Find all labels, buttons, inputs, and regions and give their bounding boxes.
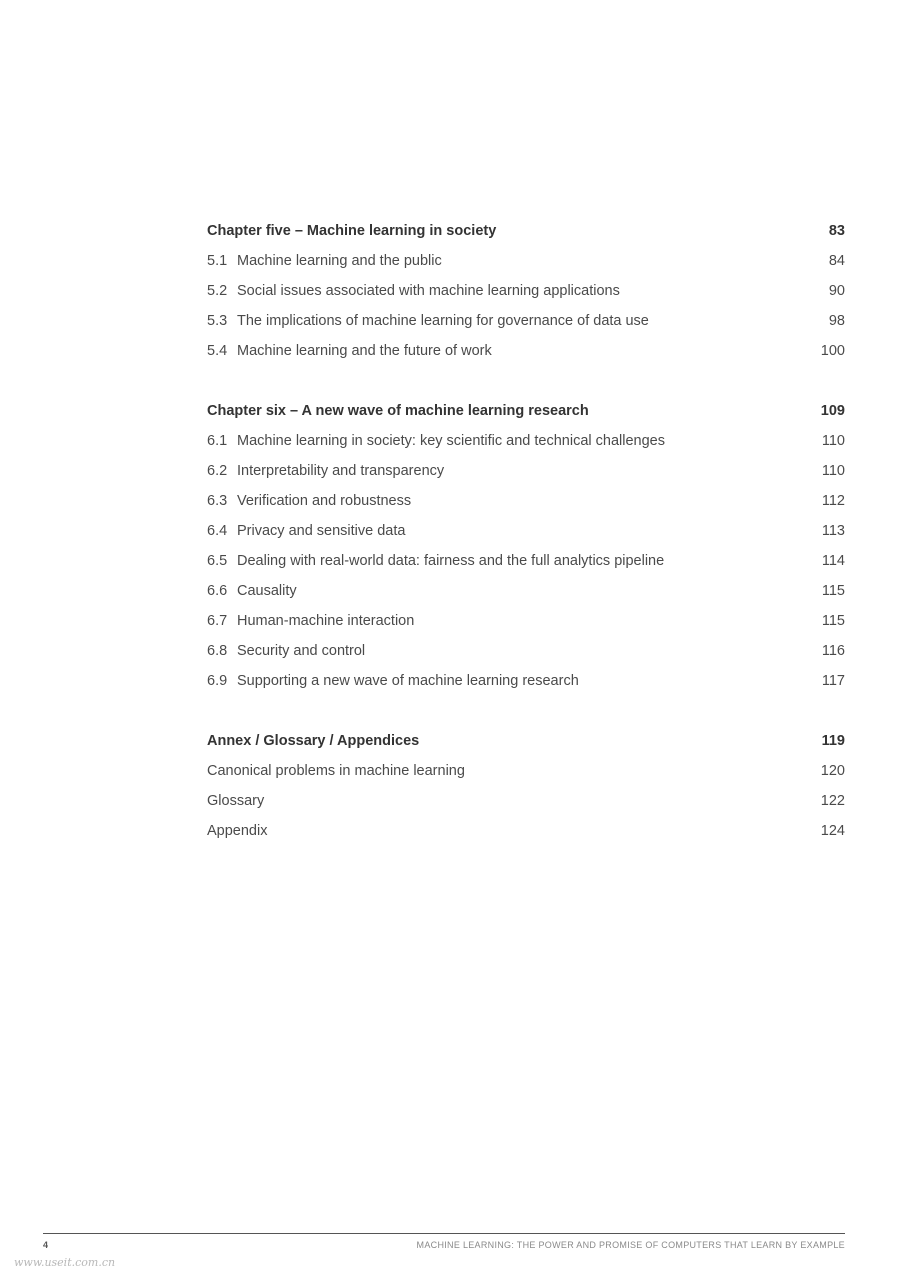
entry-label: Canonical problems in machine learning: [207, 763, 465, 779]
toc-entry[interactable]: [207, 546, 845, 576]
entry-number: 5.3: [207, 313, 228, 329]
toc-section-chapter-six: [207, 396, 845, 696]
entry-page-number: 90: [828, 283, 845, 299]
toc-entry[interactable]: [207, 276, 845, 306]
entry-number: 6.2: [207, 463, 228, 479]
entry-page-number: 122: [820, 793, 845, 809]
entry-page-number: 84: [828, 253, 845, 269]
toc-entry[interactable]: [207, 636, 845, 666]
entry-page-number: 98: [828, 313, 845, 329]
entry-page-number: 124: [820, 823, 845, 839]
entry-label: Human-machine interaction: [237, 613, 415, 629]
entry-page-number: 117: [821, 673, 845, 689]
entry-number: 6.8: [207, 643, 228, 659]
entry-label: Social issues associated with machine learning applications: [237, 283, 620, 299]
entry-label: Machine learning in society: key scientific and technical challenges: [237, 433, 665, 449]
entry-label: Causality: [237, 583, 297, 599]
footer-page-number: 4: [43, 1240, 49, 1250]
toc-entry[interactable]: [207, 246, 845, 276]
toc-section-annex: [207, 726, 845, 846]
entry-page-number: 115: [821, 583, 845, 599]
entry-number: 5.4: [207, 343, 228, 359]
entry-number: 6.1: [207, 433, 228, 449]
entry-page-number: 115: [821, 613, 845, 629]
entry-number: 6.6: [207, 583, 228, 599]
entry-number: 6.9: [207, 673, 228, 689]
entry-label: Dealing with real-world data: fairness and the full analytics pipeline: [237, 553, 665, 569]
entry-page-number: 120: [820, 763, 845, 779]
toc-entry[interactable]: [207, 786, 845, 816]
entry-page-number: 113: [821, 523, 845, 539]
toc-entry[interactable]: [207, 666, 845, 696]
entry-number: 5.2: [207, 283, 228, 299]
toc-entry[interactable]: [207, 456, 845, 486]
entry-page-number: 114: [821, 553, 845, 569]
chapter-title: Chapter five – Machine learning in society: [207, 223, 497, 239]
toc-chapter-heading[interactable]: [207, 726, 845, 756]
toc-entry[interactable]: [207, 756, 845, 786]
toc-entry[interactable]: [207, 426, 845, 456]
entry-label: Verification and robustness: [237, 493, 412, 509]
chapter-title: Annex / Glossary / Appendices: [207, 733, 420, 749]
table-of-contents: [207, 216, 845, 876]
entry-label: Glossary: [207, 793, 265, 809]
entry-number: 6.3: [207, 493, 228, 509]
chapter-page-number: 119: [821, 733, 845, 749]
chapter-page-number: 83: [828, 223, 845, 239]
toc-chapter-heading[interactable]: [207, 216, 845, 246]
chapter-title: Chapter six – A new wave of machine learning research: [207, 403, 589, 419]
entry-number: 6.7: [207, 613, 228, 629]
entry-label: Machine learning and the public: [237, 253, 442, 269]
toc-entry[interactable]: [207, 486, 845, 516]
toc-entry[interactable]: [207, 516, 845, 546]
toc-entry[interactable]: [207, 606, 845, 636]
footer-divider: [43, 1233, 845, 1234]
entry-label: Security and control: [237, 643, 366, 659]
entry-page-number: 110: [821, 463, 845, 479]
entry-page-number: 100: [820, 343, 845, 359]
entry-number: 5.1: [207, 253, 228, 269]
entry-label: The implications of machine learning for governance of data use: [237, 313, 649, 329]
entry-label: Interpretability and transparency: [237, 463, 445, 479]
watermark: www.useit.com.cn: [14, 1256, 116, 1269]
entry-label: Appendix: [207, 823, 268, 839]
chapter-page-number: 109: [820, 403, 845, 419]
toc-entry[interactable]: [207, 576, 845, 606]
toc-entry[interactable]: [207, 336, 845, 366]
entry-page-number: 116: [821, 643, 845, 659]
toc-section-chapter-five: [207, 216, 845, 366]
entry-label: Supporting a new wave of machine learning research: [237, 673, 579, 689]
entry-page-number: 112: [821, 493, 845, 509]
entry-label: Privacy and sensitive data: [237, 523, 406, 539]
toc-chapter-heading[interactable]: [207, 396, 845, 426]
entry-number: 6.4: [207, 523, 228, 539]
toc-entry[interactable]: [207, 816, 845, 846]
footer-running-title: MACHINE LEARNING: THE POWER AND PROMISE OF COMPUTERS THAT LEARN BY EXAMPLE: [416, 1240, 845, 1250]
entry-page-number: 110: [821, 433, 845, 449]
toc-entry[interactable]: [207, 306, 845, 336]
entry-label: Machine learning and the future of work: [237, 343, 492, 359]
entry-number: 6.5: [207, 553, 228, 569]
